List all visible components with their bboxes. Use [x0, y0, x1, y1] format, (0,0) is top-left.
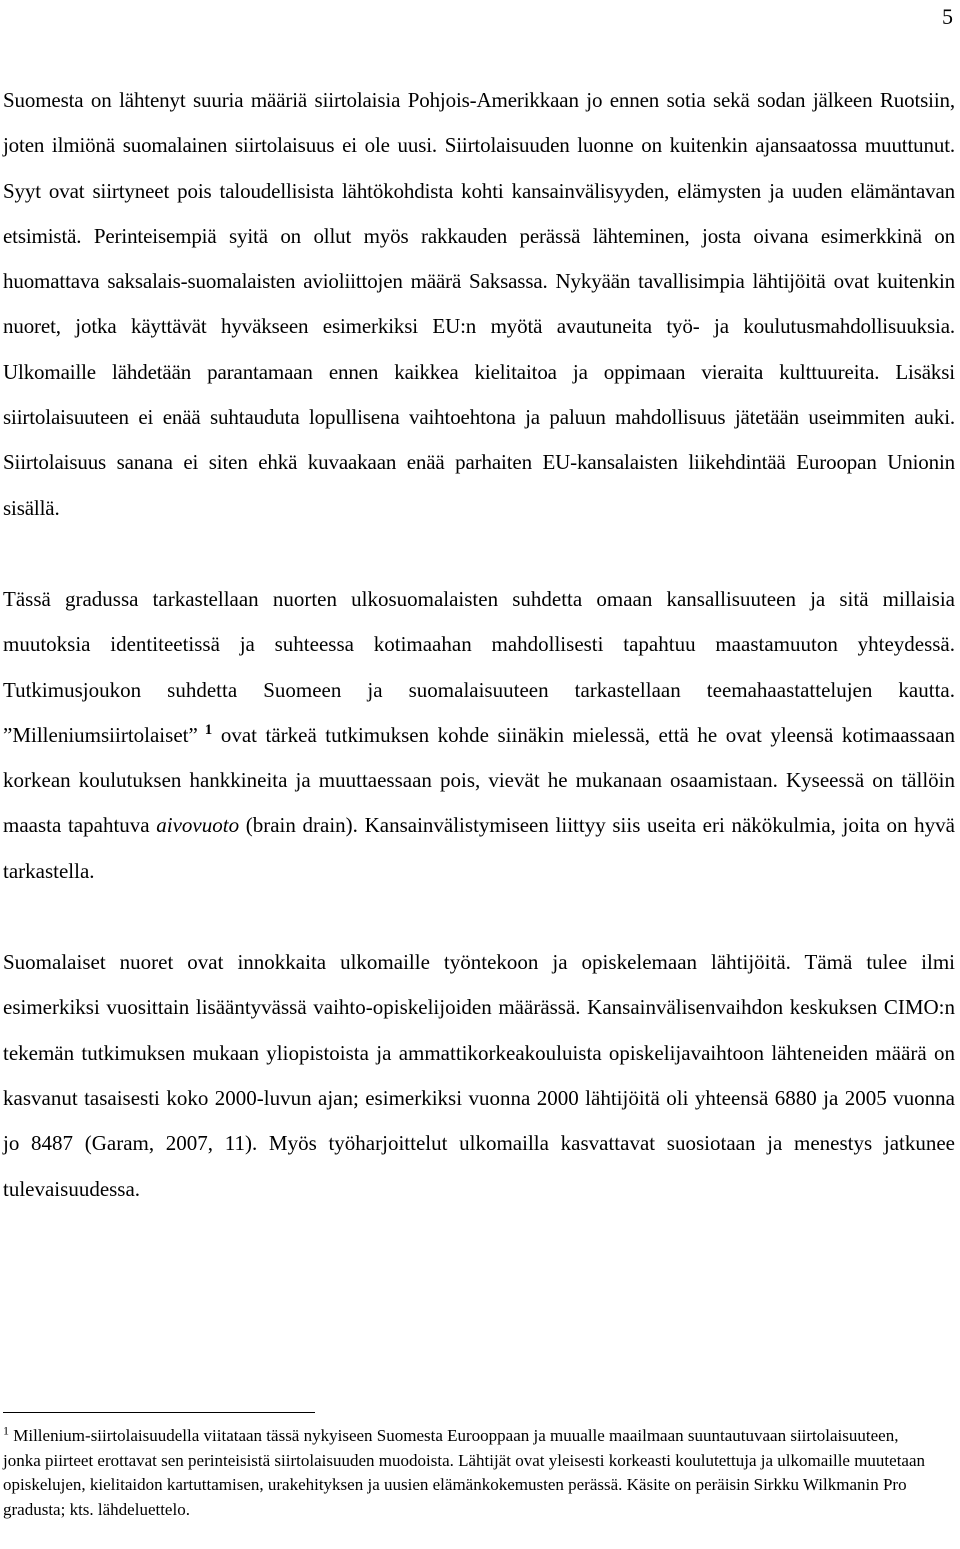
footnote-text: Millenium-siirtolaisuudella viitataan tässä nykyiseen Suomesta Eurooppaan ja muualle maailmaan suuntautuvaan siirtolaisuuteen, jonka piirteet erottavat sen perinteisistä siirtolaisuuden muodoista. Lähtijät ovat yleisesti korkeasti koulutettuja ja ulkomaille muutetaan opiskelujen, kielitaidon kartuttamisen, urakehityksen ja uusien elämänkokemusten perässä. Käsite on peräisin Sirkku Wilkmanin Pro gradusta; kts. lähdeluettelo.: [3, 1426, 926, 1519]
paragraph-thesis-focus: [3, 577, 955, 894]
page-number: 5: [942, 4, 953, 29]
footnote-divider: [3, 1412, 315, 1413]
paragraph-emigration-history: Suomesta on lähtenyt suuria määriä siirtolaisia Pohjois-Amerikkaan jo ennen sotia sekä sodan jälkeen Ruotsiin, joten ilmiönä suomalainen siirtolaisuus ei ole uusi. Siirtolaisuuden luonne on kuitenkin ajansaatossa muuttunut. Syyt ovat siirtyneet pois taloudellisista lähtökohdista kohti kansainvälisyyden, elämysten ja uuden elämäntavan etsimistä. Perinteisempiä syitä on ollut myös rakkauden perässä lähteminen, josta oivana esimerkkinä on huomattava saksalais-suomalaisten avioliittojen määrä Saksassa. Nykyään tavallisimpia lähtijöitä ovat kuitenkin nuoret, jotka käyttävät hyväkseen esimerkiksi EU:n myötä avautuneita työ- ja koulutusmahdollisuuksia. Ulkomaille lähdetään parantamaan ennen kaikkea kielitaitoa ja oppimaan vieraita kulttuureita. Lisäksi siirtolaisuuteen ei enää suhtauduta lopullisena vaihtoehtona ja paluun mahdollisuus jätetään useimmiten auki. Siirtolaisuus sanana ei siten ehkä kuvaakaan enää parhaiten EU-kansalaisten liikehdintää Euroopan Unionin sisällä.: [3, 88, 955, 520]
paragraph-thesis-focus-start: Tässä gradussa tarkastellaan nuorten ulkosuomalaisten suhdetta omaan kansallisuuteen ja sitä millaisia muutoksia identiteetissä ja suhteessa kotimaahan mahdollisesti tapahtuu maastamuuton yhteydessä. Tutkimusjoukon suhdetta Suomeen ja suomalaisuuteen tarkastellaan teemahaastattelujen kautta. ”Milleniumsiirtolaiset”: [3, 586, 955, 747]
body-text: [3, 78, 955, 1212]
paragraph-thesis-focus-middle: ovat tärkeä tutkimuksen kohde siinäkin mielessä, että he ovat yleensä kotimaassaan korkean koulutuksen hankkineita ja muuttaessaan pois, vievät he mukanaan osaamistaan. Kyseessä on tällöin maasta tapahtuva: [3, 722, 955, 838]
footnote: [3, 1424, 938, 1522]
paragraph-thesis-focus-end: (brain drain). Kansainvälistymiseen liittyy siis useita eri näkökulmia, joita on hyvä tarkastella.: [3, 813, 956, 883]
italic-term: aivovuoto: [156, 813, 240, 838]
footnote-reference: 1: [197, 721, 213, 738]
footnote-marker: 1: [3, 1423, 9, 1438]
paragraph-student-exchange: Suomalaiset nuoret ovat innokkaita ulkomaille työntekoon ja opiskelemaan lähtijöitä. Tämä tulee ilmi esimerkiksi vuosittain lisääntyvässä vaihto-opiskelijoiden määrässä. Kansainvälisenvaihdon keskuksen CIMO:n tekemän tutkimuksen mukaan yliopistoista ja ammattikorkeakouluista opiskelijavaihtoon lähteneiden määrä on kasvanut tasaisesti koko 2000-luvun ajan; esimerkiksi vuonna 2000 lähtijöitä oli yhteensä 6880 ja 2005 vuonna jo 8487 (Garam, 2007, 11). Myös työharjoittelut ulkomailla kasvattavat suosiotaan ja menestys jatkunee tulevaisuudessa.: [3, 950, 955, 1201]
